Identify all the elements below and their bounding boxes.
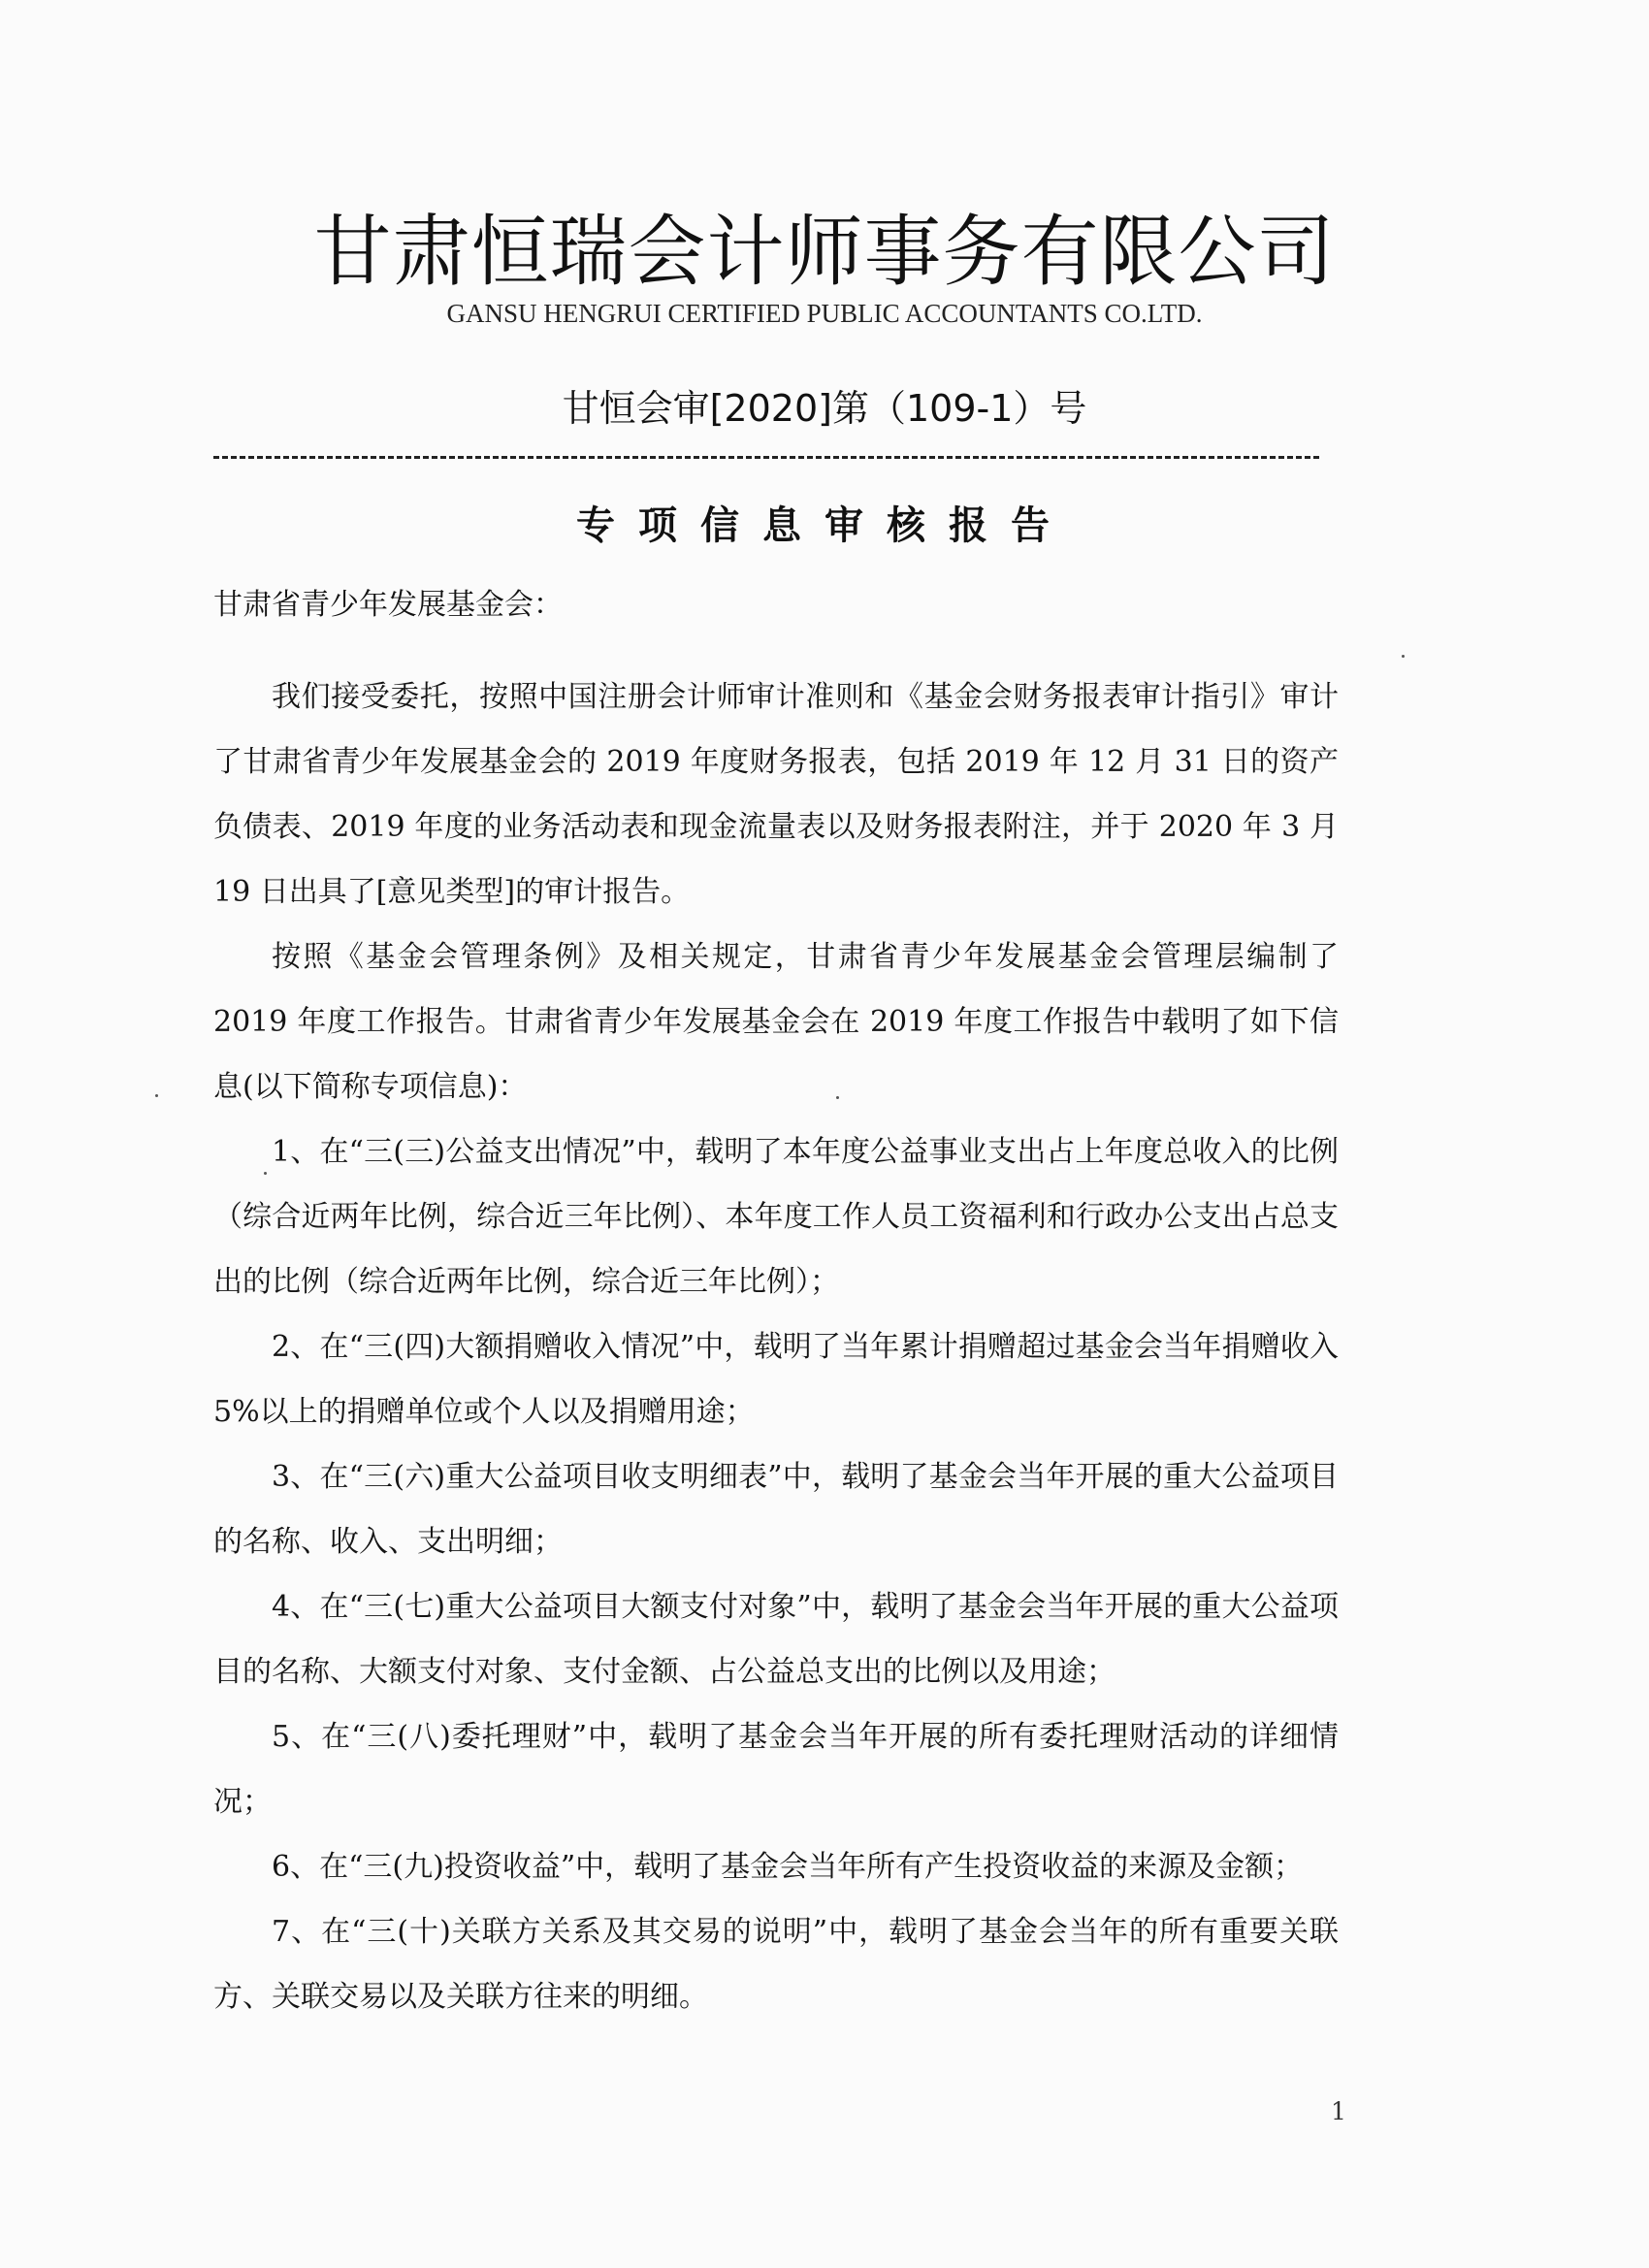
header-separator [213, 456, 1319, 459]
paragraph-item-4: 4、在“三(七)重大公益项目大额支付对象”中，载明了基金会当年开展的重大公益项目的名称、大额支付对象、支付金额、占公益总支出的比例以及用途； [213, 1590, 1339, 1689]
scan-speck [1402, 655, 1405, 658]
scan-speck [155, 1094, 158, 1097]
scan-speck [836, 1096, 839, 1099]
paragraph-basis: 按照《基金会管理条例》及相关规定，甘肃省青少年发展基金会管理层编制了 2019 年度工作报告。甘肃省青少年发展基金会在 2019 年度工作报告中载明了如下信息(以下简称专项信息)： [213, 940, 1339, 1104]
page-number: 1 [1331, 2097, 1346, 2125]
report-body [213, 664, 1339, 2029]
paragraph-item-6: 6、在“三(九)投资收益”中，载明了基金会当年所有产生投资收益的来源及金额； [272, 1850, 1304, 1884]
paragraph-item-1: 1、在“三(三)公益支出情况”中，载明了本年度公益事业支出占上年度总收入的比例（综合近两年比例，综合近三年比例）、本年度工作人员工资福利和行政办公支出占总支出的比例（综合近两年比例，综合近三年比例）； [213, 1135, 1339, 1299]
paragraph-item-2: 2、在“三(四)大额捐赠收入情况”中，载明了当年累计捐赠超过基金会当年捐赠收入 5%以上的捐赠单位或个人以及捐赠用途； [213, 1330, 1339, 1429]
addressee: 甘肃省青少年发展基金会： [213, 588, 563, 622]
paragraph-item-3: 3、在“三(六)重大公益项目收支明细表”中，载明了基金会当年开展的重大公益项目的名称、收入、支出明细； [213, 1460, 1339, 1559]
company-name-cn: 甘肃恒瑞会计师事务有限公司 [313, 207, 1336, 297]
document-number: 甘恒会审[2020]第（109-1）号 [562, 387, 1087, 430]
paragraph-item-5: 5、在“三(八)委托理财”中，载明了基金会当年开展的所有委托理财活动的详细情况； [213, 1720, 1339, 1819]
report-title: 专项信息审核报告 [576, 503, 1073, 548]
scan-speck [264, 1172, 267, 1175]
paragraph-item-7: 7、在“三(十)关联方关系及其交易的说明”中，载明了基金会当年的所有重要关联方、关联交易以及关联方往来的明细。 [213, 1915, 1339, 2014]
company-name-en: GANSU HENGRUI CERTIFIED PUBLIC ACCOUNTANTS CO.LTD. [446, 299, 1203, 328]
paragraph-intro: 我们接受委托，按照中国注册会计师审计准则和《基金会财务报表审计指引》审计了甘肃省青少年发展基金会的 2019 年度财务报表，包括 2019 年 12 月 31 日的资产负债表、2019 年度的业务活动表和现金流量表以及财务报表附注，并于 2020 年 3 月 19 日出具了[意见类型]的审计报告。 [213, 680, 1339, 909]
